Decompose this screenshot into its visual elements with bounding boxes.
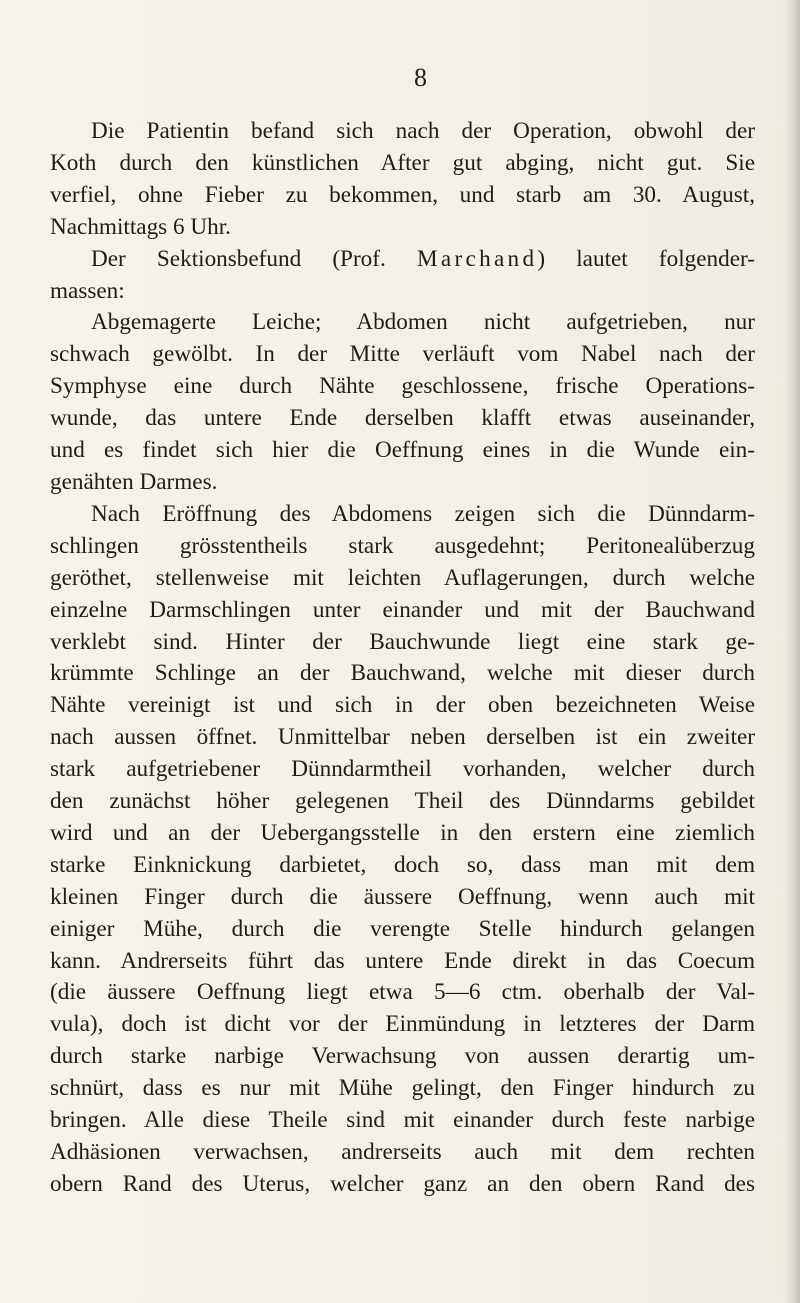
text-line: einzelne Darmschlingen unter einander und mit der Bauchwand	[50, 596, 755, 623]
text-line: den zunächst höher gelegenen Theil des Dünndarms gebildet	[50, 788, 755, 815]
text-line: geröthet, stellenweise mit leichten Auflagerungen, durch welche	[50, 564, 755, 591]
text-line: Symphyse eine durch Nähte geschlossene, frische Operations-	[50, 373, 755, 400]
text-line: schwach gewölbt. In der Mitte verläuft vom Nabel nach der	[50, 341, 755, 368]
text-line: Nach Eröffnung des Abdomens zeigen sich die Dünndarm-	[91, 500, 755, 527]
text-line: und es findet sich hier die Oeffnung eines in die Wunde ein-	[50, 437, 755, 464]
text-line: Abgemagerte Leiche; Abdomen nicht aufgetrieben, nur	[91, 309, 755, 336]
text-fragment: ) lautet folgender-	[537, 245, 755, 272]
text-fragment: Der Sektionsbefund (Prof.	[91, 245, 386, 272]
page-number: 8	[414, 63, 427, 92]
text-line: schlingen grösstentheils stark ausgedehnt; Peritonealüberzug	[50, 532, 755, 559]
text-line: massen:	[50, 277, 125, 304]
text-line: stark aufgetriebener Dünndarmtheil vorhanden, welcher durch	[50, 756, 755, 783]
text-line: Die Patientin befand sich nach der Operation, obwohl der	[91, 118, 755, 144]
text-line: genähten Darmes.	[50, 468, 218, 495]
text-line: verklebt sind. Hinter der Bauchwunde liegt eine stark ge-	[50, 628, 755, 655]
text-line: nach aussen öffnet. Unmittelbar neben derselben ist ein zweiter	[50, 724, 755, 751]
body-text	[50, 116, 755, 1201]
text-line: kleinen Finger durch die äussere Oeffnung, wenn auch mit	[50, 883, 755, 910]
text-line: krümmte Schlinge an der Bauchwand, welche mit dieser durch	[50, 660, 755, 687]
text-line: durch starke narbige Verwachsung von aussen derartig um-	[50, 1043, 755, 1070]
text-line: Nähte vereinigt ist und sich in der oben bezeichneten Weise	[50, 692, 755, 719]
text-line: verfiel, ohne Fieber zu bekommen, und starb am 30. August,	[50, 181, 755, 208]
text-line: wird und an der Uebergangsstelle in den erstern eine ziemlich	[50, 819, 755, 846]
text-line: Koth durch den künstlichen After gut abging, nicht gut. Sie	[50, 149, 755, 176]
text-line: bringen. Alle diese Theile sind mit einander durch feste narbige	[50, 1107, 755, 1134]
text-line: obern Rand des Uterus, welcher ganz an den obern Rand des	[50, 1170, 755, 1197]
text-line: wunde, das untere Ende derselben klafft etwas auseinander,	[50, 405, 755, 432]
page-edge-shadow	[784, 0, 800, 1303]
text-line: kann. Andrerseits führt das untere Ende direkt in das Coecum	[50, 947, 755, 974]
text-line: Nachmittags 6 Uhr.	[50, 213, 231, 240]
text-line: starke Einknickung darbietet, doch so, dass man mit dem	[50, 851, 755, 878]
text-line	[50, 244, 755, 276]
text-line: Adhäsionen verwachsen, andrerseits auch mit dem rechten	[50, 1139, 755, 1165]
text-line: (die äussere Oeffnung liegt etwa 5—6 ctm. oberhalb der Val-	[50, 979, 755, 1006]
text-line: schnürt, dass es nur mit Mühe gelingt, den Finger hindurch zu	[50, 1075, 755, 1102]
author-name: Marchand	[416, 245, 538, 272]
text-line: vula), doch ist dicht vor der Einmündung in letzteres der Darm	[50, 1011, 755, 1038]
text-line: einiger Mühe, durch die verengte Stelle hindurch gelangen	[50, 915, 755, 942]
